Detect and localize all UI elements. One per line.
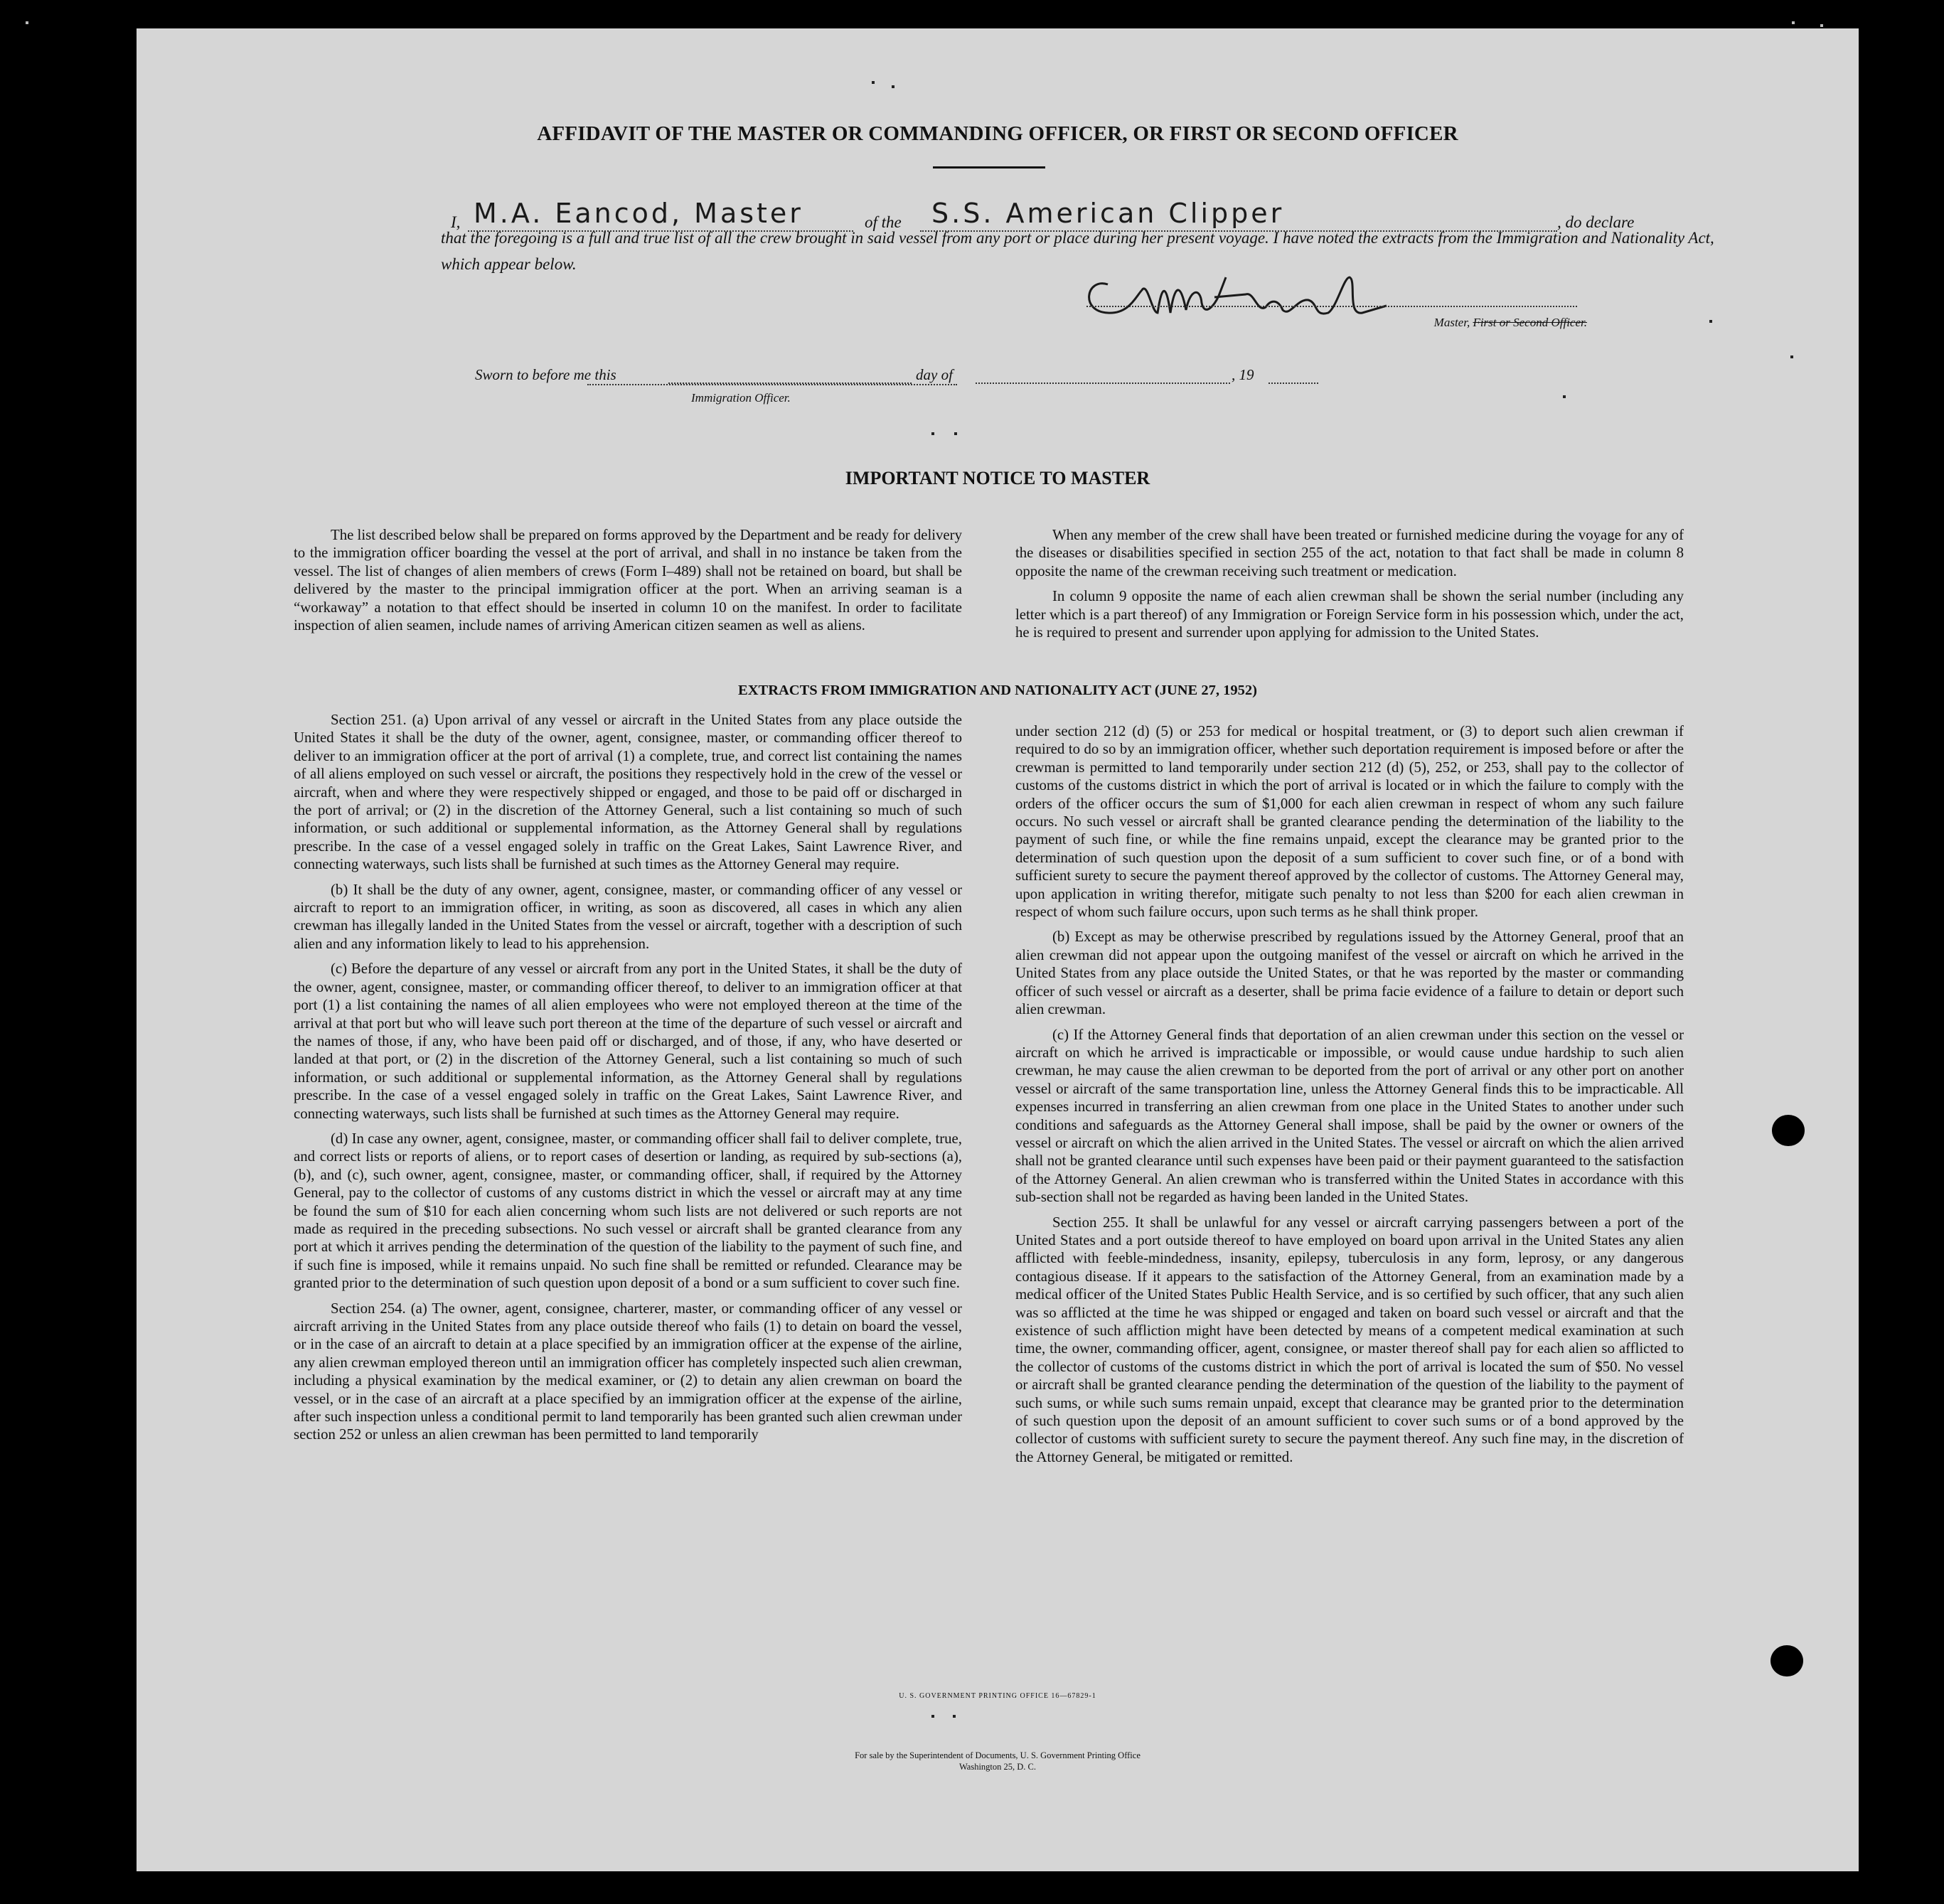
notice-paragraph: In column 9 opposite the name of each alien crewman shall be shown the serial number (including any letter which is a part thereof) of any Immigration or Foreign Service form in his possession which, under the act, he is required to present and surrender upon applying for admission to the United States.	[1015, 588, 1684, 641]
sworn-year-field	[1269, 383, 1318, 384]
extracts-title: EXTRACTS FROM IMMIGRATION AND NATIONALITY ACT (JUNE 27, 1952)	[738, 683, 1257, 698]
notice-paragraph: When any member of the crew shall have been treated or furnished medicine during the voyage for any of the diseases or disabilities specified in section 255 of the act, notation to that fact shall be made in column 8 opposite the name of the crewman receiving such treatment or medication.	[1015, 527, 1684, 579]
sworn-year-label: , 19	[1232, 366, 1254, 383]
title-rule	[933, 166, 1045, 169]
speck	[1563, 395, 1566, 398]
vessel-name: S.S. American Clipper	[931, 198, 1285, 229]
speck	[26, 21, 28, 24]
extract-paragraph: (b) It shall be the duty of any owner, agent, consignee, master, or commanding officer of any vessel or aircraft to report to an immigration officer, in writing, as soon as discovered, all cases in which any alien crewman has illegally landed in the United States from the vessel or aircraft, together with a description of such alien and any information likely to lead to his apprehension.	[294, 881, 962, 952]
extract-paragraph: Section 251. (a) Upon arrival of any vessel or aircraft in the United States from any place outside the United States it shall be the duty of the owner, agent, consignee, master, or commanding officer thereof to deliver to an immigration officer at the port of arrival (1) a complete, true, and correct list containing the names of all aliens employed on such vessel or aircraft, the positions they respectively hold in the crew of the vessel or aircraft, when and where they were respectively shipped or engaged, and those to be paid off or discharged in the port of arrival; or (2) in the discretion of the Attorney General, such a list containing so much of such information, or such additional or supplemental information, as the Attorney General shall by regulations prescribe. In the case of a vessel engaged solely in traffic on the Great Lakes, Saint Lawrence River, and connecting waterways, such lists shall be furnished at such times as the Attorney General may require.	[294, 712, 962, 873]
sworn-day-label: day of	[916, 366, 953, 383]
immigration-officer-label: Immigration Officer.	[691, 391, 791, 405]
master-label-text: Master,	[1433, 316, 1470, 329]
punch-hole	[1772, 1115, 1805, 1146]
sworn-prefix: Sworn to before me this	[475, 366, 616, 383]
form-page	[137, 28, 1859, 1871]
extract-paragraph: under section 212 (d) (5) or 253 for medical or hospital treatment, or (3) to deport such alien crewman if required to do so by an immigration officer, whether such deportation requirement is imposed before or after the crewman is permitted to land temporarily under section 212 (d) (5), 252, or 253, shall pay to the collector of customs of the customs district in which the port of arrival is located or in which the failure to comply with the orders of the officer occurs the sum of $1,000 for each alien crewman in respect of whom any such failure occurs. No such vessel or aircraft shall be granted clearance pending the determination of the liability to the payment of such fine, or while the fine remains unpaid, except the clearance may be granted prior to the determination of such question upon the deposit of a sum sufficient to cover such fine, or of a bond with sufficient surety to secure the payment thereof approved by the collector of customs. The Attorney General may, upon application in writing therefor, mitigate such penalty to not less than $200 for each alien crewman in respect of whom such failure occurs, upon such terms as he shall think proper.	[1015, 723, 1684, 921]
immigration-officer-line	[587, 384, 957, 385]
extract-paragraph: Section 254. (a) The owner, agent, consignee, charterer, master, or commanding officer of any vessel or aircraft arriving in the United States from any place outside thereof who fails (1) to detain on board the vessel, or in the case of an aircraft to detain at a place specified by an immigration officer at the expense of the airline, any alien crewman employed thereon until an immigration officer has completely inspected such alien crewman, including a physical examination by the medical examiner, or (2) to detain any alien crewman on board the vessel, or in the case of an aircraft at a place specified by an immigration officer at the expense of the airline, after such inspection unless a conditional permit to land temporarily has been granted such alien crewman under section 252 or unless an alien crewman has been permitted to land temporarily	[294, 1300, 962, 1443]
notice-title: IMPORTANT NOTICE TO MASTER	[845, 468, 1150, 488]
speck	[1820, 24, 1823, 27]
officer-label-struck: First or Second Officer.	[1473, 316, 1587, 329]
speck	[954, 432, 957, 435]
extracts-right-column	[1015, 722, 1684, 1473]
speck	[1790, 355, 1793, 358]
extract-paragraph: (b) Except as may be otherwise prescribed by regulations issued by the Attorney General, proof that an alien crewman did not appear upon the outgoing manifest of the vessel or aircraft on which he arrived in the United States from any place outside the United States, or that he was reported by the master or commanding officer of such vessel or aircraft as a deserter, shall be prima facie evidence of a failure to detain or deport such alien crewman.	[1015, 929, 1684, 1018]
extract-paragraph: Section 255. It shall be unlawful for any vessel or aircraft carrying passengers between a port of the United States and a port outside thereof to have employed on board upon arrival in the United States any alien afflicted with feeble-mindedness, insanity, epilepsy, tuberculosis in any form, leprosy, or any dangerous contagious disease. If it appears to the satisfaction of the Attorney General, from an examination made by a medical officer of the United States Public Health Service, and is so certified by such officer, that any such alien was so afflicted at the time he was shipped or engaged and taken on board such vessel or aircraft and that the existence of such affliction might have been detected by means of a competent medical examination at such time, the owner, commanding officer, agent, consignee, or master thereof shall pay for each alien so afflicted to the collector of customs of the customs district in which the port of arrival is located the sum of $50. No vessel or aircraft shall be granted clearance pending the determination of the question of the liability to the payment of such sums, or while such sums remain unpaid, except that clearance may be granted prior to the determination of such question upon the deposit of an amount sufficient to cover such sums or of a bond approved by the collector of customs with sufficient surety to secure the payment thereof. Any such fine may, in the discretion of the Attorney General, be mitigated or remitted.	[1015, 1214, 1684, 1465]
extracts-left-column	[294, 711, 962, 1451]
line1-prefix: I,	[451, 213, 461, 231]
master-label	[1317, 316, 1587, 330]
speck	[872, 81, 875, 84]
speck	[931, 432, 934, 435]
line1-suffix: , do declare	[1557, 213, 1635, 231]
extract-paragraph: (c) Before the departure of any vessel or aircraft from any port in the United States, it shall be the duty of the owner, agent, consignee, master, or commanding officer thereof, to deliver to an immigration officer at that port (1) a list containing the names of all alien employees who were not employed thereon at the time of the arrival at that port but who will leave such port thereon at the time of the departure of such vessel or aircraft and the names of those, if any, who have been paid off or discharged, and of those, if any, who have deserted or landed at that port, or (2) in the discretion of the Attorney General, such a list containing so much of such information, or such additional or supplemental information, as the Attorney General shall by regulations prescribe. In the case of a vessel engaged solely in traffic on the Great Lakes, Saint Lawrence River, and connecting waterways, such lists shall be furnished at such times as the Attorney General may require.	[294, 961, 962, 1122]
sale-line-1: For sale by the Superintendent of Documents, U. S. Government Printing Office	[855, 1750, 1141, 1760]
affidavit-title: AFFIDAVIT OF THE MASTER OR COMMANDING OFFICER, OR FIRST OR SECOND OFFICER	[537, 122, 1458, 145]
extract-paragraph: (d) In case any owner, agent, consignee, master, or commanding officer shall fail to deliver complete, true, and correct lists or reports of aliens, or to report cases of desertion or landing, as required by sub-sections (a), (b), and (c), such owner, agent, consignee, master, or commanding officer, shall, if required by the Attorney General, pay to the collector of customs of any customs district in which the vessel or aircraft may at any time be found the sum of $10 for each alien concerning whom such lists are not delivered or such reports are not made as required in the preceding subsections. No such vessel or aircraft shall be granted clearance from any port at which it arrives pending the determination of the question of the liability to the payment of such fine, and if such fine is imposed, while it remains unpaid. No such fine shall be remitted or refunded. Clearance may be granted prior to the determination of such question upon deposit of a bond or a sum sufficient to cover such fine.	[294, 1130, 962, 1292]
speck	[1709, 320, 1712, 323]
notice-left-column	[294, 526, 962, 641]
speck	[931, 1715, 934, 1718]
line1-mid: of the	[865, 213, 902, 231]
speck	[1792, 21, 1795, 24]
notice-right-column	[1015, 526, 1684, 648]
speck	[953, 1715, 956, 1718]
master-signature	[1079, 256, 1577, 324]
sale-line-2: Washington 25, D. C.	[958, 1762, 1037, 1772]
signature-line	[1086, 306, 1577, 307]
sworn-month-field	[976, 383, 1230, 384]
notice-paragraph: The list described below shall be prepared on forms approved by the Department and be ready for delivery to the immigration officer boarding the vessel at the port of arrival, and shall in no instance be taken from the vessel. The list of changes of alien members of crews (Form I–489) shall not be retained on board, but shall be delivered by the master to the principal immigration officer at the port. When an arriving seaman is a “workaway” a notation to that effect should be inserted in column 10 on the manifest. In order to facilitate inspection of alien seamen, include names of arriving American citizen seamen as well as aliens.	[294, 527, 962, 634]
gpo-imprint: U. S. GOVERNMENT PRINTING OFFICE 16—67829-1	[899, 1692, 1096, 1700]
master-name: M.A. Eancod, Master	[474, 198, 803, 229]
declaration-text: that the foregoing is a full and true list of all the crew brought in said vessel from any port or place during her present voyage. I have noted the extracts from the Immigration and Nationality Act, which appear below.	[441, 229, 1714, 273]
extract-paragraph: (c) If the Attorney General finds that deportation of an alien crewman under this section on the vessel or aircraft on which he arrived is impracticable or impossible, or would cause undue hardship to such alien crewman, he may cause the alien crewman to be deported from the port of arrival or any other port on another vessel or aircraft of the same transportation line, unless the Attorney General finds this to be impracticable. All expenses incurred in transferring an alien crewman from one place in the United States to another under such conditions and safeguards as the Attorney General shall impose, shall be paid by the owner or owners of the vessel or aircraft on which the alien arrived in the United States. The vessel or aircraft on which the alien arrived shall not be granted clearance until such expenses have been paid or their payment guaranteed to the satisfaction of the Attorney General. An alien crewman who is transferred within the United States in accordance with this sub-section shall not be regarded as having been landed in the United States.	[1015, 1026, 1684, 1206]
punch-hole	[1771, 1645, 1803, 1676]
speck	[892, 85, 894, 88]
sale-notice	[137, 1750, 1859, 1772]
